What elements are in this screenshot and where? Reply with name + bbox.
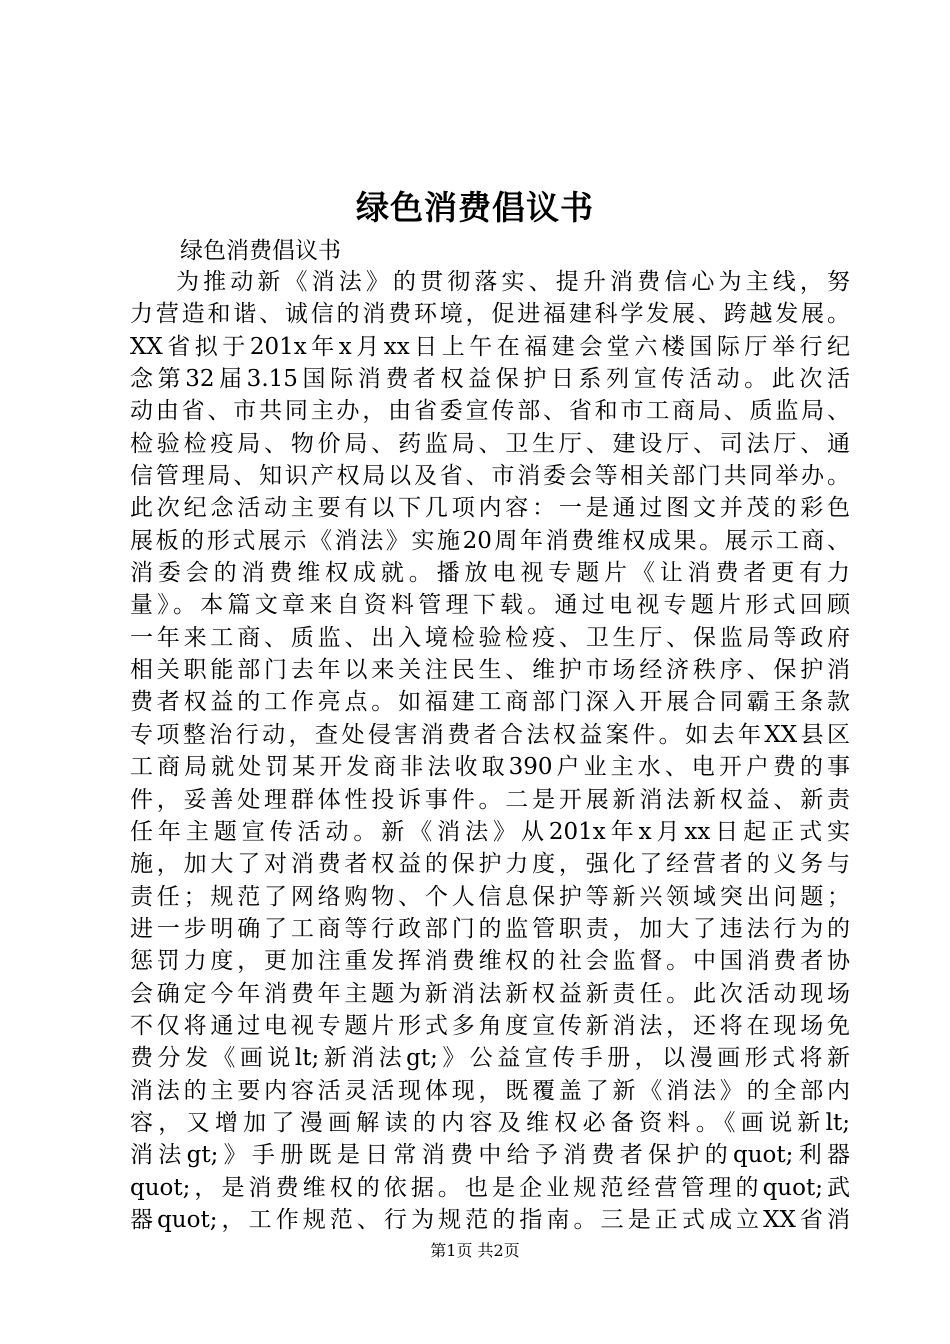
- body-line: 为推动新《消法》的贯彻落实、提升消费信心为主线，努: [176, 269, 850, 295]
- body-line: 相关职能部门去年以来关注民生、维护市场经济秩序、保护消: [130, 657, 850, 684]
- body-line: 此次纪念活动主要有以下几项内容：一是通过图文并茂的彩色: [130, 495, 850, 522]
- body-line: 一年来工商、质监、出入境检验检疫、卫生厅、保监局等政府: [130, 624, 850, 651]
- body-line: 任年主题宣传活动。新《消法》从201x年x月xx日起正式实: [130, 818, 850, 845]
- body-line: quot;，是消费维权的依据。也是企业规范经营管理的quot;武: [130, 1174, 850, 1201]
- body-line: 消委会的消费维权成就。播放电视专题片《让消费者更有力: [130, 560, 850, 587]
- page-title: 绿色消费倡议书: [356, 188, 594, 227]
- body-line: 力营造和谐、诚信的消费环境，促进福建科学发展、跨越发展。: [130, 301, 850, 328]
- body-line: 消法gt;》手册既是日常消费中给予消费者保护的quot;利器: [130, 1142, 850, 1169]
- body-line: 工商局就处罚某开发商非法收取390户业主水、电开户费的事: [130, 754, 850, 781]
- body-line: 费分发《画说lt;新消法gt;》公益宣传手册，以漫画形式将新: [130, 1045, 850, 1072]
- body-line: 量》。本篇文章来自资料管理下载。通过电视专题片形式回顾: [130, 592, 850, 619]
- page-footer: 第1页 共2页: [430, 1241, 520, 1260]
- body-line: 责任；规范了网络购物、个人信息保护等新兴领域突出问题；: [130, 883, 850, 910]
- body-line: 检验检疫局、物价局、药监局、卫生厅、建设厅、司法厅、通: [130, 430, 850, 457]
- body-line: 器quot;，工作规范、行为规范的指南。三是正式成立XX省消: [130, 1206, 850, 1233]
- body-line: 念第32届3.15国际消费者权益保护日系列宣传活动。此次活: [130, 366, 850, 393]
- body-line: 专项整治行动，查处侵害消费者合法权益案件。如去年XX县区: [130, 721, 850, 748]
- body-line: 费者权益的工作亮点。如福建工商部门深入开展合同霸王条款: [130, 689, 850, 716]
- body-line: XX省拟于201x年x月xx日上午在福建会堂六楼国际厅举行纪: [130, 333, 850, 360]
- body-line: 进一步明确了工商等行政部门的监管职责，加大了违法行为的: [130, 915, 850, 942]
- body-line: 容，又增加了漫画解读的内容及维权必备资料。《画说新lt;: [130, 1109, 850, 1136]
- body-line: 件，妥善处理群体性投诉事件。二是开展新消法新权益、新责: [130, 786, 850, 813]
- body-line: 消法的主要内容活灵活现体现，既覆盖了新《消法》的全部内: [130, 1077, 850, 1104]
- body-line: 施，加大了对消费者权益的保护力度，强化了经营者的义务与: [130, 851, 850, 878]
- body-line: 惩罚力度，更加注重发挥消费维权的社会监督。中国消费者协: [130, 948, 850, 975]
- document-subtitle: 绿色消费倡议书: [180, 238, 341, 264]
- body-line: 动由省、市共同主办，由省委宣传部、省和市工商局、质监局、: [130, 398, 850, 425]
- body-line: 会确定今年消费年主题为新消法新权益新责任。此次活动现场: [130, 980, 850, 1007]
- document-body: [130, 266, 850, 1236]
- body-line: 信管理局、知识产权局以及省、市消委会等相关部门共同举办。: [130, 463, 850, 490]
- body-line: 不仅将通过电视专题片形式多角度宣传新消法，还将在现场免: [130, 1012, 850, 1039]
- body-line: 展板的形式展示《消法》实施20周年消费维权成果。展示工商、: [130, 527, 850, 554]
